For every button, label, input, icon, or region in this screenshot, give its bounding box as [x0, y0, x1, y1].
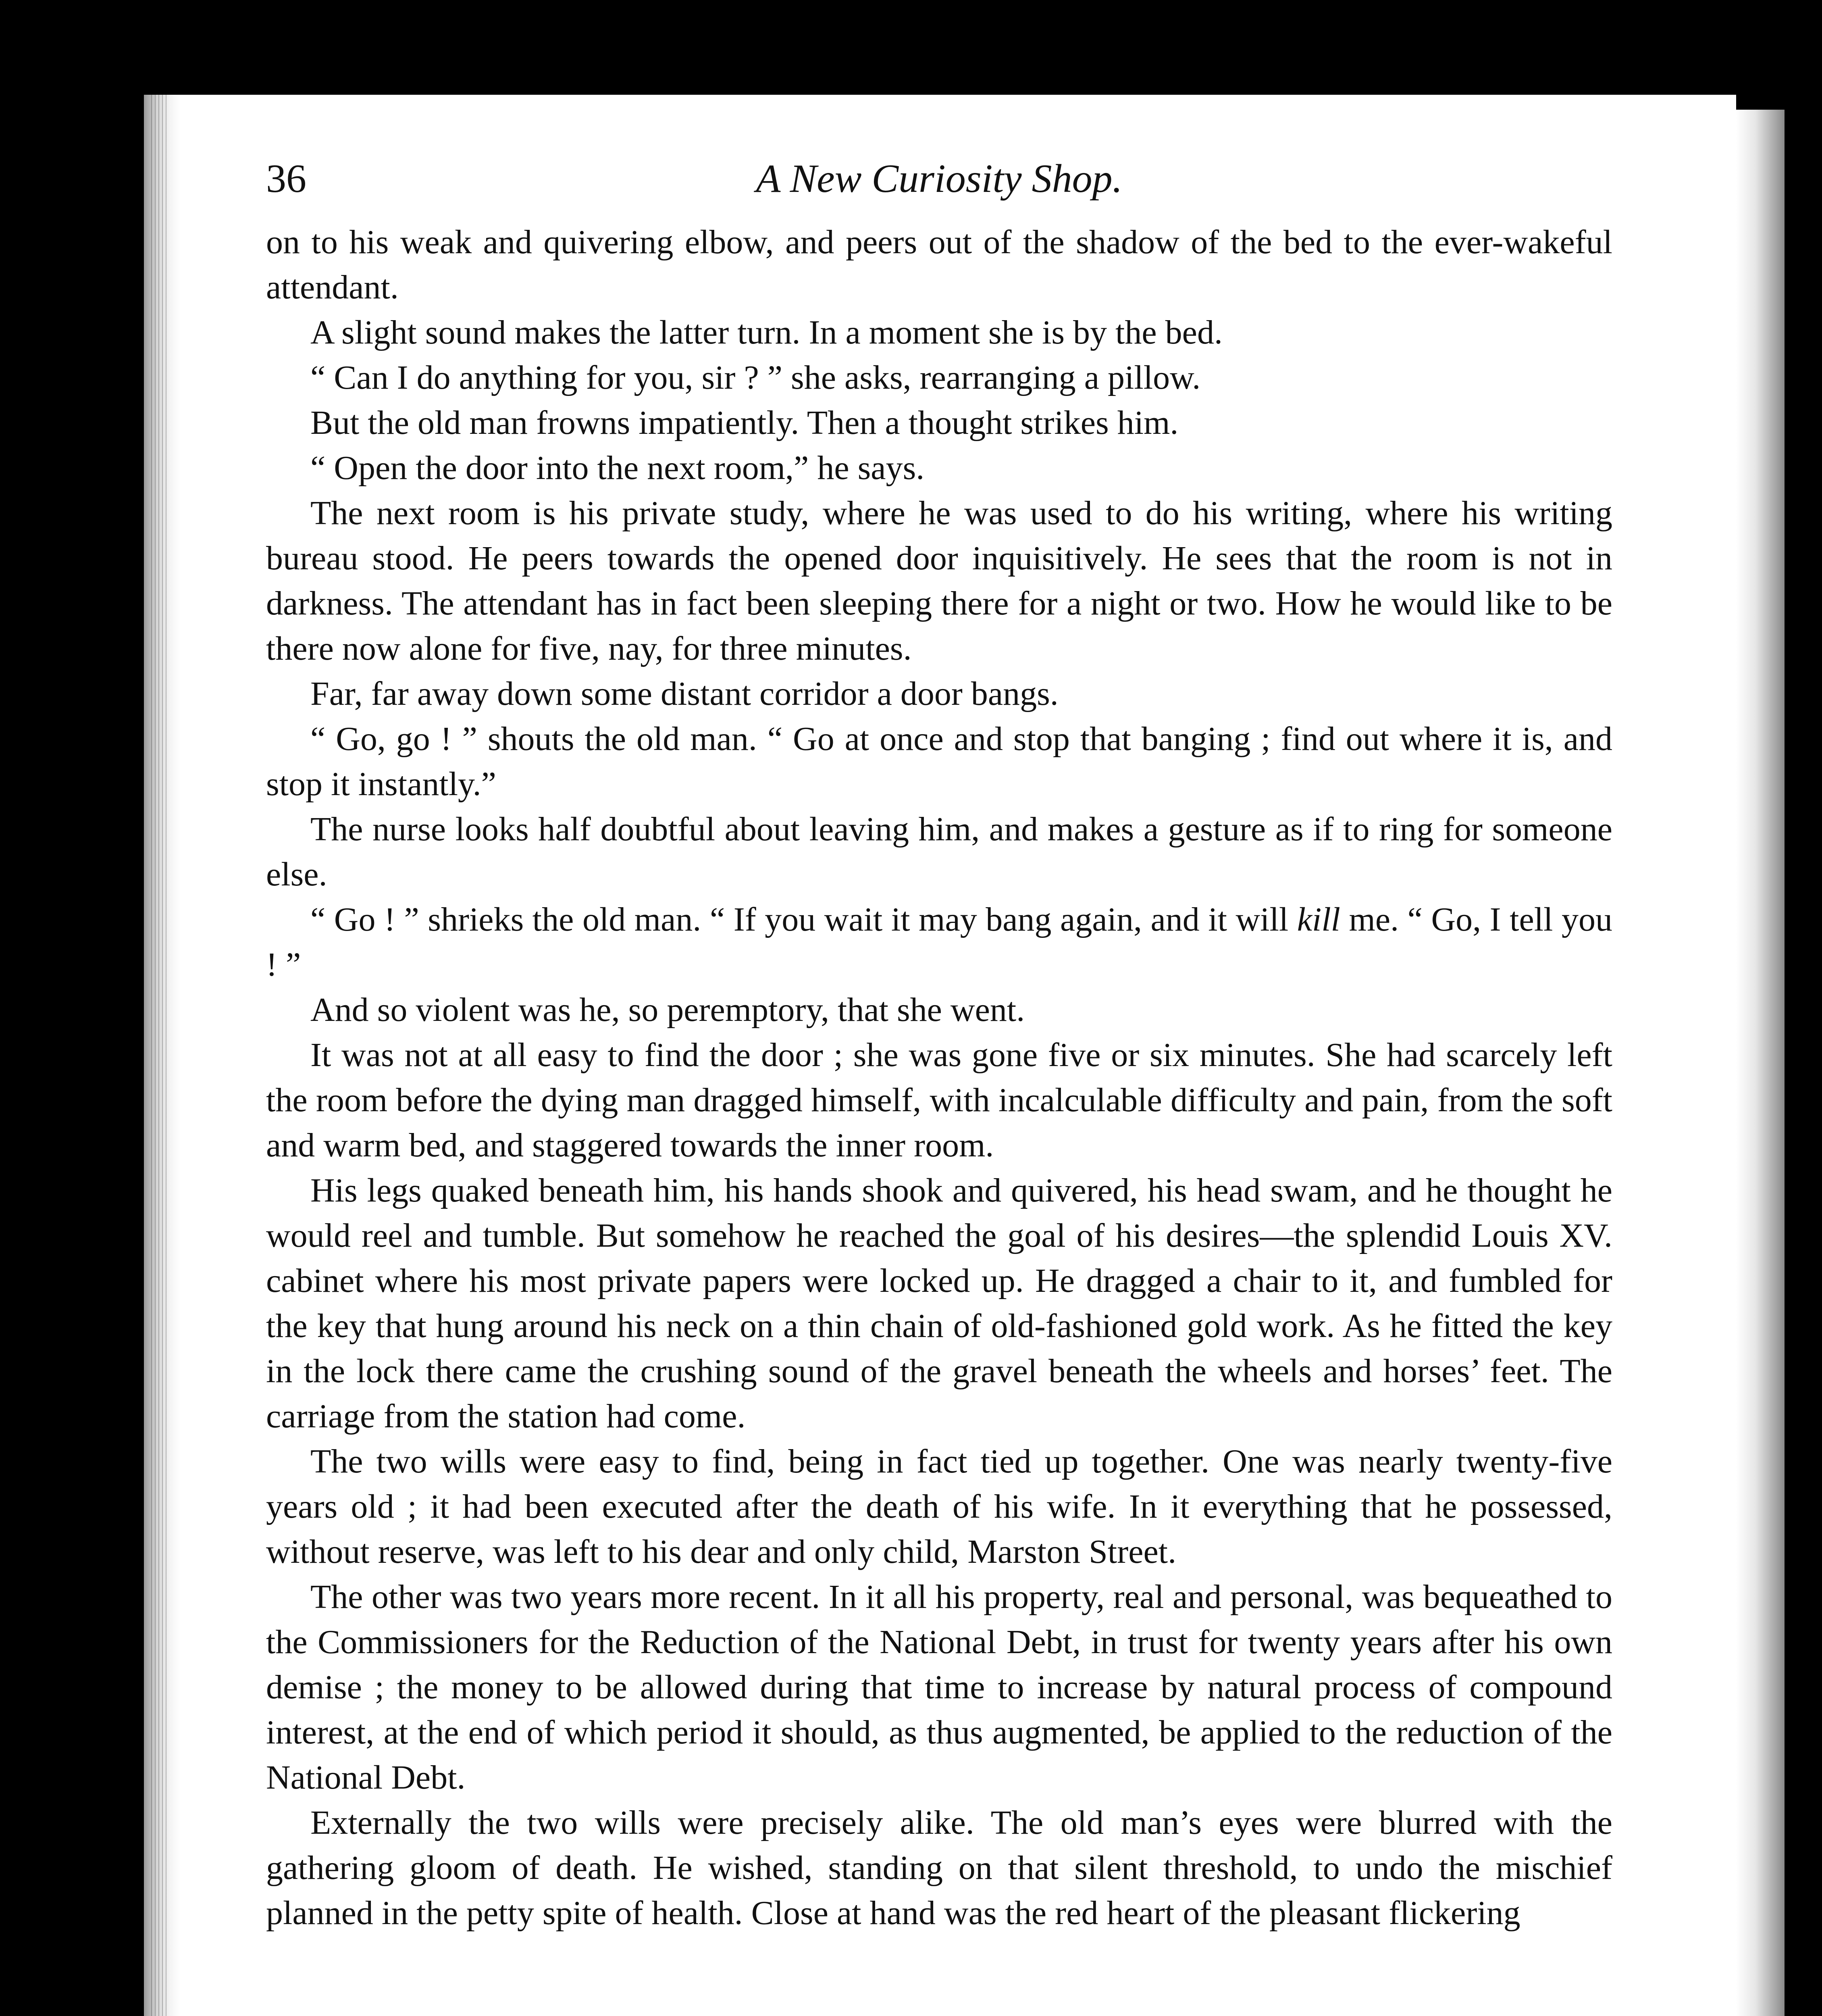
page-gutter — [144, 95, 180, 2016]
running-title: A New Curiosity Shop. — [756, 156, 1123, 201]
paragraph-12: It was not at all easy to find the door ; she was gone five or six minutes. She had scarcely left the room before the dying man dragged himself, with incalculable difficulty and pain, from the soft and warm bed, and staggered towards the inner room. — [266, 1036, 1612, 1164]
paragraph-5: “ Open the door into the next room,” he says. — [310, 449, 925, 487]
paragraph-4: But the old man frowns impatiently. Then a thought strikes him. — [310, 404, 1179, 442]
gutter-binding-lines — [151, 95, 167, 2016]
paragraph-13: His legs quaked beneath him, his hands shook and quivered, his head swam, and he thought he would reel and tumble. But somehow he reached the goal of his desires—the splendid Louis XV. cabinet where his most private papers were locked up. He dragged a chair to it, and fumbled for the key that hung around his neck on a thin chain of old-fashioned gold work. As he fitted the key in the lock there came the crushing sound of the gravel beneath the wheels and horses’ feet. The carriage from the station had come. — [266, 1172, 1612, 1435]
running-head — [266, 139, 1612, 208]
paragraph-15: The other was two years more recent. In it all his property, real and personal, was bequeathed to the Commissioners for the Reduction of the National Debt, in trust for twenty years after his own demise ; the money to be allowed during that time to increase by natural process of compound interest, at the end of which period it should, as thus augmented, be applied to the reduction of the National Debt. — [266, 1578, 1612, 1796]
page-number: 36 — [266, 156, 306, 201]
paragraph-1: on to his weak and quivering elbow, and peers out of the shadow of the bed to the ever-wakeful attendant. — [266, 223, 1612, 306]
paragraph-2: A slight sound makes the latter turn. In a moment she is by the bed. — [310, 314, 1223, 351]
paragraph-10-before: “ Go ! ” shrieks the old man. “ If you wait it may bang again, and it will — [310, 901, 1297, 938]
paragraph-11: And so violent was he, so peremptory, that she went. — [310, 991, 1025, 1029]
emphasized-word: kill — [1297, 901, 1340, 938]
paragraph-10 — [266, 897, 1612, 987]
paragraph-7: Far, far away down some distant corridor a door bangs. — [310, 675, 1059, 712]
paragraph-10-after: me. “ Go, I tell you ! ” — [266, 901, 1612, 983]
next-page-edge — [1736, 110, 1785, 2016]
paragraph-6: The next room is his private study, where he was used to do his writing, where his writing bureau stood. He peers towards the opened door inquisitively. He sees that the room is not in darkness. The attendant has in fact been sleeping there for a night or two. How he would like to be there now alone for five, nay, for three minutes. — [266, 494, 1612, 667]
paragraph-9: The nurse looks half doubtful about leaving him, and makes a gesture as if to ring for someone else. — [266, 810, 1612, 893]
paragraph-3: “ Can I do anything for you, sir ? ” she asks, rearranging a pillow. — [310, 359, 1201, 396]
paragraph-14: The two wills were easy to find, being in fact tied up together. One was nearly twenty-five years old ; it had been executed after the death of his wife. In it everything that he possessed, without reserve, was left to his dear and only child, Marston Street. — [266, 1443, 1612, 1570]
paragraph-8: “ Go, go ! ” shouts the old man. “ Go at once and stop that banging ; find out where it is, and stop it instantly.” — [266, 720, 1612, 803]
body-text — [266, 220, 1612, 1936]
book-page — [144, 95, 1736, 2016]
paragraph-16: Externally the two wills were precisely alike. The old man’s eyes were blurred with the gathering gloom of death. He wished, standing on that silent threshold, to undo the mischief planned in the petty spite of health. Close at hand was the red heart of the pleasant flickering — [266, 1804, 1612, 1932]
